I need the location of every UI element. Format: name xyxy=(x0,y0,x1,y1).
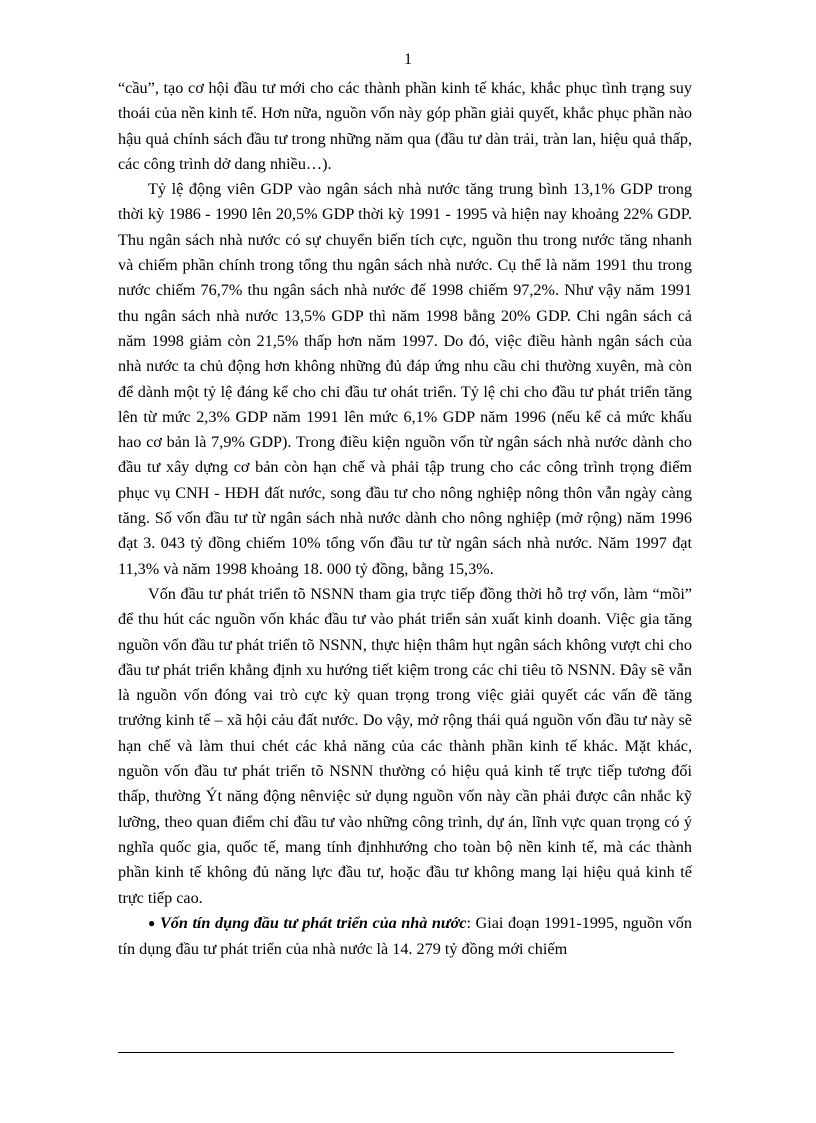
bullet-text: : Giai đoạn 1991-1995, nguồn vốn tín dụng đầu tư phát triển của nhà nước là 14. 279 tỷ đồng mới chiếm xyxy=(118,913,692,959)
bullet-icon: ● xyxy=(148,915,156,930)
document-body xyxy=(118,76,692,962)
paragraph-gdp-budget: Tỷ lệ động viên GDP vào ngân sách nhà nước tăng trung bình 13,1% GDP trong thời kỳ 1986 - 1990 lên 20,5% GDP thời kỳ 1991 - 1995 và hiện nay khoảng 22% GDP. Thu ngân sách nhà nước có sự chuyển biến tích cực, nguồn thu trong nước tăng nhanh và chiếm phần chính trong tổng thu ngân sách nhà nước. Cụ thể là năm 1991 thu trong nước chiếm 76,7% thu ngân sách nhà nước đế 1998 chiếm 97,2%. Như vậy năm 1991 thu ngân sách nhà nước 13,5% GDP thì năm 1998 bằng 20% GDP. Chi ngân sách cả năm 1998 giảm còn 21,5% thấp hơn năm 1997. Do đó, việc điều hành ngân sách của nhà nước ta chủ động hơn không những đủ đáp ứng nhu cầu chi thường xuyên, mà còn để dành một tỷ lệ đáng kể cho chi đầu tư ohát triển. Tỷ lệ chi cho đầu tư phát triển tăng lên từ mức 2,3% GDP năm 1991 lên mức 6,1% GDP năm 1996 (nếu kể cả mức khấu hao cơ bản là 7,9% GDP). Trong điều kiện nguồn vốn từ ngân sách nhà nước dành cho đầu tư xây dựng cơ bản còn hạn chế và phải tập trung cho các công trình trọng điểm phục vụ CNH - HĐH đất nước, song đầu tư cho nông nghiệp nông thôn vẫn ngày càng tăng. Số vốn đầu tư từ ngân sách nhà nước dành cho nông nghiệp (mở rộng) năm 1996 đạt 3. 043 tỷ đồng chiếm 10% tổng vốn đầu tư từ ngân sách nhà nước. Năm 1997 đạt 11,3% và năm 1998 khoảng 18. 000 tỷ đồng, bằng 15,3%. xyxy=(118,180,692,578)
footer-divider xyxy=(118,1052,674,1053)
page-number: 1 xyxy=(404,51,412,68)
bullet-paragraph-state-credit xyxy=(118,911,692,963)
paragraph-continuation: “cầu”, tạo cơ hội đầu tư mới cho các thành phần kinh tế khác, khắc phục tình trạng suy thoái của nền kinh tế. Hơn nữa, nguồn vốn này góp phần giải quyết, khắc phục phần nào hậu quả chính sách đầu tư trong những năm qua (đầu tư dàn trải, tràn lan, hiệu quả thấp, các công trình dở dang nhiều…). xyxy=(118,79,692,173)
paragraph-nsnn-investment: Vốn đầu tư phát triển tõ NSNN tham gia trực tiếp đồng thời hỗ trợ vốn, làm “mồi” để thu hút các nguồn vốn khác đầu tư vào phát triển sản xuất kinh doanh. Việc gia tăng nguồn vốn đầu tư phát triển tõ NSNN, thực hiện thâm hụt ngân sách không vượt chi cho đầu tư phát triển khẳng định xu hướng tiết kiệm trong các chi tiêu tõ NSNN. Đây sẽ vẫn là nguồn vốn đóng vai trò cực kỳ quan trọng trong việc giải quyết các vấn đề tăng trưởng kinh tế – xã hội cảu đất nước. Do vậy, mở rộng thái quá nguồn vốn đầu tư này sẽ hạn chế và làm thui chét các khả năng của các thành phần kinh tế khác. Mặt khác, nguồn vốn đầu tư phát triển tõ NSNN thường có hiệu quả kinh tế trực tiếp tương đối thấp, thường Ýt năng động nênviệc sử dụng nguồn vốn này cần phải được cân nhắc kỹ lưỡng, theo quan điểm chỉ đầu tư vào những công trình, dự án, lĩnh vực quan trọng có ý nghĩa quốc gia, quốc tế, mang tính địnhhướng cho toàn bộ nền kinh tế, mà các thành phần kinh tế không đủ năng lực đầu tư, hoặc đầu tư không mang lại hiệu quả kinh tế trực tiếp cao. xyxy=(118,584,692,907)
bullet-heading: Vốn tín dụng đầu tư phát triển của nhà nước xyxy=(160,913,467,932)
